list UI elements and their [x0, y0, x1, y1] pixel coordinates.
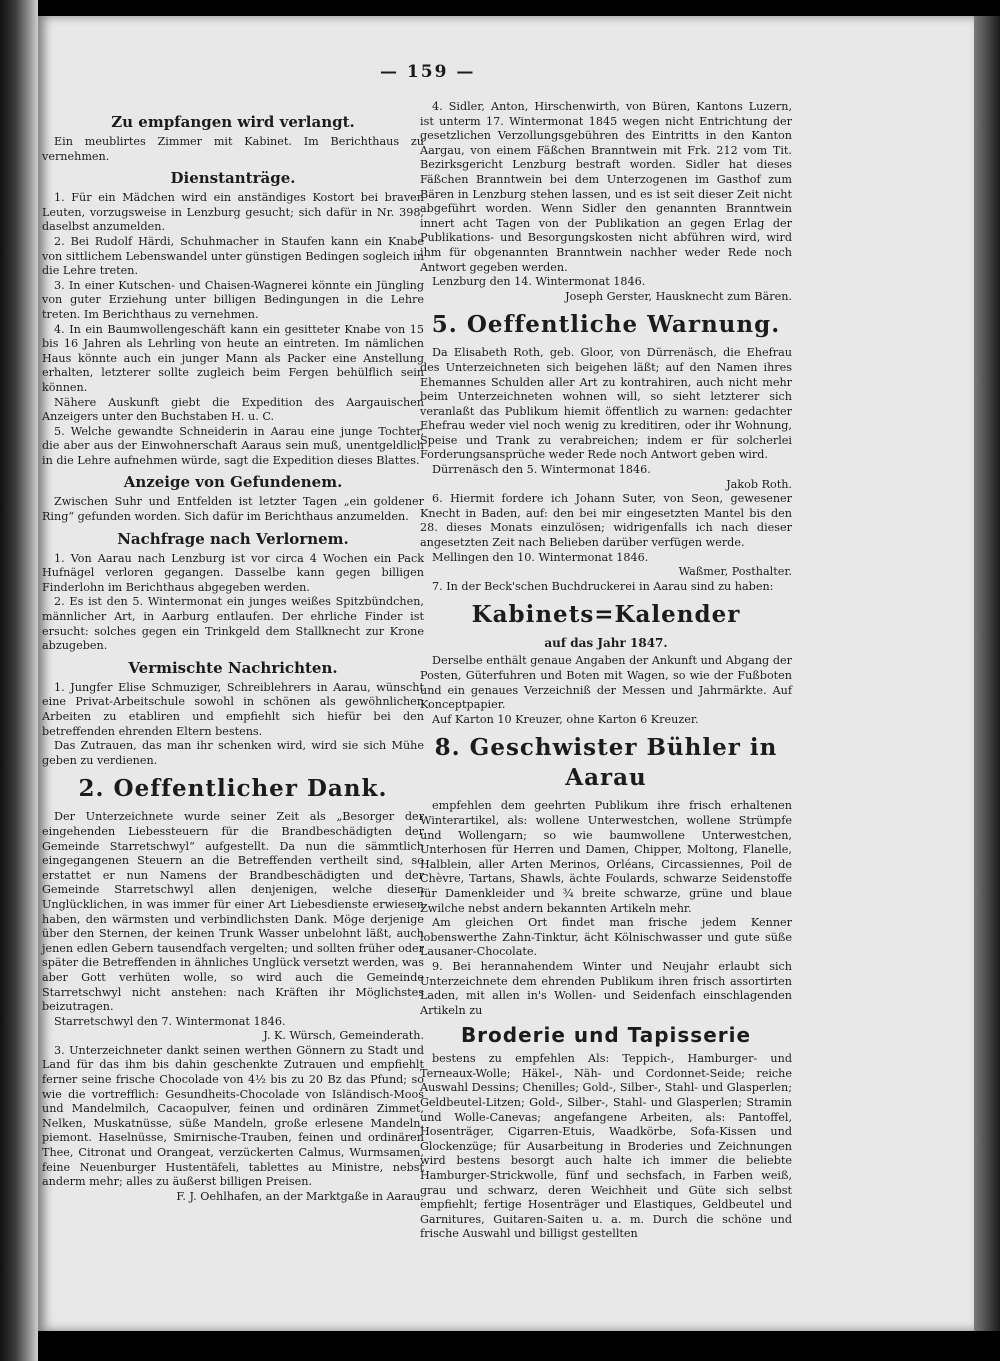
page-number: — 159 —: [380, 62, 476, 82]
paragraph: Zwischen Suhr und Entfelden ist letzter Tagen „ein goldener Ring“ gefunden worden. Sich dafür im Berichthaus anzumelden.: [42, 495, 424, 524]
signature: F. J. Oehlhafen, an der Marktgaße in Aarau.: [176, 1189, 424, 1203]
left-column: [42, 108, 424, 1204]
signature: J. K. Würsch, Gemeinderath.: [263, 1029, 424, 1043]
heading-lost-items: Nachfrage nach Verlornem.: [117, 529, 349, 548]
paragraph: 2. Bei Rudolf Härdi, Schuhmacher in Staufen kann ein Knabe von sittlichem Lebenswandel unter günstigen Bedingen sogleich in die Lehre treten.: [42, 234, 424, 278]
paragraph: 5. Welche gewandte Schneiderin in Aarau eine junge Tochter, die aber aus der Einwohnerschaft Aaraus sein muß, unentgeldlich in die Lehre aufnehmen würde, sagt die Expedition dieses Blattes.: [42, 424, 424, 467]
paragraph: 3. In einer Kutschen- und Chaisen-Wagnerei könnte ein Jüngling von guter Erziehung unter billigen Bedingungen in die Lehre treten. Im Berichthaus zu vernehmen.: [42, 278, 424, 321]
paragraph: 4. In ein Baumwollengeschäft kann ein gesitteter Knabe von 15 bis 16 Jahren als Lehrling von heute an eintreten. Im nämlichen Haus könnte auch ein junger Mann als Packer eine Anstellung erhalten, letzterer sollte zugleich beim Fergen behülflich sein können.: [42, 322, 424, 394]
paragraph: Am gleichen Ort findet man frische jedem Kenner lobenswerthe Zahn-Tinktur, ächt Kölnischwasser und gute süße Lausaner-Chocolate.: [420, 916, 792, 959]
paragraph: 3. Unterzeichneter dankt seinen werthen Gönnern zu Stadt und Land für das ihm bis dahin geschenkte Zutrauen und empfiehlt ferner seine frische Chocolade von 4½ bis zu 20 Bz das Pfund; so wie die vortrefflich: Gesundheits-Chocolade von Isländisch-Moos und Mandelmilch, Cacaopulver, feinen und ordinären Zimmet, Nelken, Muskatnüsse, süße Mandeln, große erlesene Mandeln, piemont. Haselnüsse, Smirnische-Trauben, feinen und ordinären Thee, Citronat und Orangeat, verzückerten Calmus, Wurmsamen, feine Neuenburger Hustentäfeli, tablettes au Ministre, nebst anderm mehr; alles zu äußerst billigen Preisen.: [42, 1043, 424, 1189]
heading-buehler: 8. Geschwister Bühler in Aarau: [434, 734, 778, 792]
paragraph: Das Zutrauen, das man ihr schenken wird, wird sie sich Mühe geben zu verdienen.: [42, 739, 424, 767]
paragraph: 1. Jungfer Elise Schmuziger, Schreiblehrers in Aarau, wünscht eine Privat-Arbeitschule sowohl in schönen als gewöhnlichen Arbeiten zu etabliren und empfiehlt sich hiefür bei den betreffenden ehrenden Eltern bestens.: [42, 680, 424, 738]
paragraph: Auf Karton 10 Kreuzer, ohne Karton 6 Kreuzer.: [432, 712, 699, 726]
paragraph: 1. Für ein Mädchen wird ein anständiges Kostort bei braven Leuten, vorzugsweise in Lenzburg gesucht; sich dafür in Nr. 398, daselbst anzumelden.: [42, 191, 424, 234]
paragraph: Nähere Auskunft giebt die Expedition des Aargauischen Anzeigers unter den Buchstaben H. u. C.: [42, 395, 424, 424]
calendar-year: auf das Jahr 1847.: [544, 636, 668, 651]
heading-public-warning: 5. Oeffentliche Warnung.: [431, 311, 781, 339]
dateline: Dürrenäsch den 5. Wintermonat 1846.: [432, 463, 651, 477]
page-right-edge: [974, 16, 1000, 1331]
paragraph: 1. Von Aarau nach Lenzburg ist vor circa 4 Wochen ein Pack Hufnägel verloren gegangen. Dasselbe kann gegen billigen Finderlohn im Berichthaus abgegeben werden.: [42, 551, 424, 594]
paragraph: empfehlen dem geehrten Publikum ihre frisch erhaltenen Winterartikel, als: wollene Unterwestchen, wollene Strümpfe und Wollengarn; so wie baumwollene Unterwestchen, Unterhosen für Herren und Damen, Chipper, Moltong, Flanelle, Halblein, aller Arten Merinos, Orléans, Circassiennes, Poil de Chèvre, Tartans, Shawls, ächte Foulards, schwarze Seidenstoffe für Damenkleider und ¾ breite schwarze, grüne und blaue Zwilche nebst andern bekannten Artikeln mehr.: [420, 799, 792, 915]
paragraph: 2. Es ist den 5. Wintermonat ein junges weißes Spitzbündchen, männlicher Art, in Aarburg entlaufen. Der ehrliche Finder ist ersucht: solches gegen ein Trinkgeld dem Stallknecht zur Krone abzugeben.: [42, 595, 424, 653]
paragraph: bestens zu empfehlen Als: Teppich-, Hamburger- und Terneaux-Wolle; Häkel-, Näh- und Cordonnet-Seide; reiche Auswahl Dessins; Chenilles; Gold-, Silber-, Stahl- und Glasperlen; Geldbeutel-Litzen; Gold-, Silber-, Stahl- und Glasperlen; Stramin und Wolle-Canevas; angefangene Arbeiten, als: Pantoffel, Hosenträger, Cigarren-Etuis, Waadkörbe, Sofa-Kissen und Glockenzüge; für Ausarbeitung in Broderies und Zeichnungen wird bestens besorgt auch halte ich immer die beliebte Hamburger-Strickwolle, fünf und sechsfach, in Farben weiß, grau und schwarz, deren Weichheit und Güte sich selbst empfiehlt; fertige Hosenträger und Elastiques, Geldbeutel und Garnitures, Guitaren-Saiten u. a. m. Durch die schöne und frische Auswahl und billigst gestellten: [420, 1052, 793, 1241]
heading-found-items: Anzeige von Gefundenem.: [123, 473, 343, 492]
heading-misc-news: Vermischte Nachrichten.: [128, 658, 338, 677]
heading-public-thanks: 2. Oeffentlicher Dank.: [78, 775, 388, 803]
paragraph: 9. Bei herannahendem Winter und Neujahr erlaubt sich Unterzeichnete dem ehrenden Publikum ihren frisch assortirten Laden, mit allen in's Wollen- und Seidenfach einschlagenden Artikeln zu: [420, 959, 792, 1017]
dateline: Starretschwyl den 7. Wintermonat 1846.: [54, 1014, 286, 1028]
heading-broderie: Broderie und Tapisserie: [460, 1023, 752, 1048]
paragraph: 7. In der Beck'schen Buchdruckerei in Aarau sind zu haben:: [432, 579, 774, 593]
adjacent-page-edge: [0, 0, 38, 1361]
heading-calendar: Kabinets=Kalender: [471, 601, 741, 629]
heading-service-offers: Dienstanträge.: [170, 169, 296, 188]
paragraph: 6. Hiermit fordere ich Johann Suter, von Seon, gewesener Knecht in Baden, auf: den bei mir eingesetzten Mantel bis den 28. dieses Monats einzulösen; widrigenfalls ich nach dieser angesetzten Zeit nach Belieben darüber verfügen werde.: [420, 492, 792, 550]
right-column: [420, 100, 792, 1242]
dateline: Lenzburg den 14. Wintermonat 1846.: [432, 275, 646, 289]
paragraph: Ein meublirtes Zimmer mit Kabinet. Im Berichthaus zu vernehmen.: [42, 135, 424, 163]
signature: Joseph Gerster, Hausknecht zum Bären.: [565, 289, 792, 303]
heading-wanted: Zu empfangen wird verlangt.: [111, 113, 355, 131]
signature: Jakob Roth.: [726, 477, 792, 491]
signature: Waßmer, Posthalter.: [678, 565, 792, 579]
paragraph: Da Elisabeth Roth, geb. Gloor, von Dürrenäsch, die Ehefrau des Unterzeichneten sich beigehen läßt; auf den Namen ihres Ehemannes Schulden aller Art zu kontrahiren, auch nicht mehr beim Unterzeichneten wohnen will, so sieht letzterer sich veranlaßt das Publikum hiemit öffentlich zu warnen: gedachter Ehefrau weder viel noch wenig zu kreditiren, oder ihr Wohnung, Speise und Trank zu verabreichen; indem er für solcherlei Forderungsansprüche weder Rede noch Antwort geben wird.: [420, 346, 792, 462]
paragraph: Derselbe enthält genaue Angaben der Ankunft und Abgang der Posten, Güterfuhren und Boten mit Wagen, so wie der Fußboten und ein genaues Verzeichniß der Messen und Jahrmärkte. Auf Konceptpapier.: [420, 654, 792, 712]
dateline: Mellingen den 10. Wintermonat 1846.: [432, 550, 649, 564]
paragraph: 4. Sidler, Anton, Hirschenwirth, von Büren, Kantons Luzern, ist unterm 17. Wintermonat 1845 wegen nicht Entrichtung der gesetzlichen Verzollungsgebühren des Eintritts in den Kanton Aargau, von einem Fäßchen Branntwein mit Frk. 212 vom Tit. Bezirksgericht Lenzburg bestraft worden. Sidler hat dieses Fäßchen Branntwein bei dem Unterzogenen im Gasthof zum Bären in Lenzburg stehen lassen, und es ist seit dieser Zeit nicht abgeführt worden. Wenn Sidler den genannten Branntwein innert acht Tagen von der Publikation an gegen Erlag der Publikations- und Besorgungskosten nicht abführen wird, wird ihm für obgenannten Branntwein nachher weder Rede noch Antwort gegeben werden.: [420, 100, 792, 274]
paragraph: Der Unterzeichnete wurde seiner Zeit als „Besorger der eingehenden Liebessteuern für die Brandbeschädigten der Gemeinde Starretschwyl“ aufgestellt. Da nun die sämmtlich eingegangenen Steuern an die Betreffenden vertheilt sind, so erstattet er nun Namens der Brandbeschädigten und der Gemeinde Starretschwyl allen denjenigen, welche diesen Unglücklichen, in was immer für einer Art Liebesdienste erwiesen haben, den wärmsten und verbindlichsten Dank. Möge derjenige über den Sternen, der keinen Trunk Wasser unbelohnt läßt, auch jenen edlen Gebern tausendfach vergelten; und sollten früher oder später die Betreffenden in ähnliches Unglück versetzt werden, was aber Gott verhüten wolle, so wird auch die Gemeinde Starretschwyl nicht anstehen: nach Kräften ihr Möglichstes beizutragen.: [42, 810, 425, 1014]
